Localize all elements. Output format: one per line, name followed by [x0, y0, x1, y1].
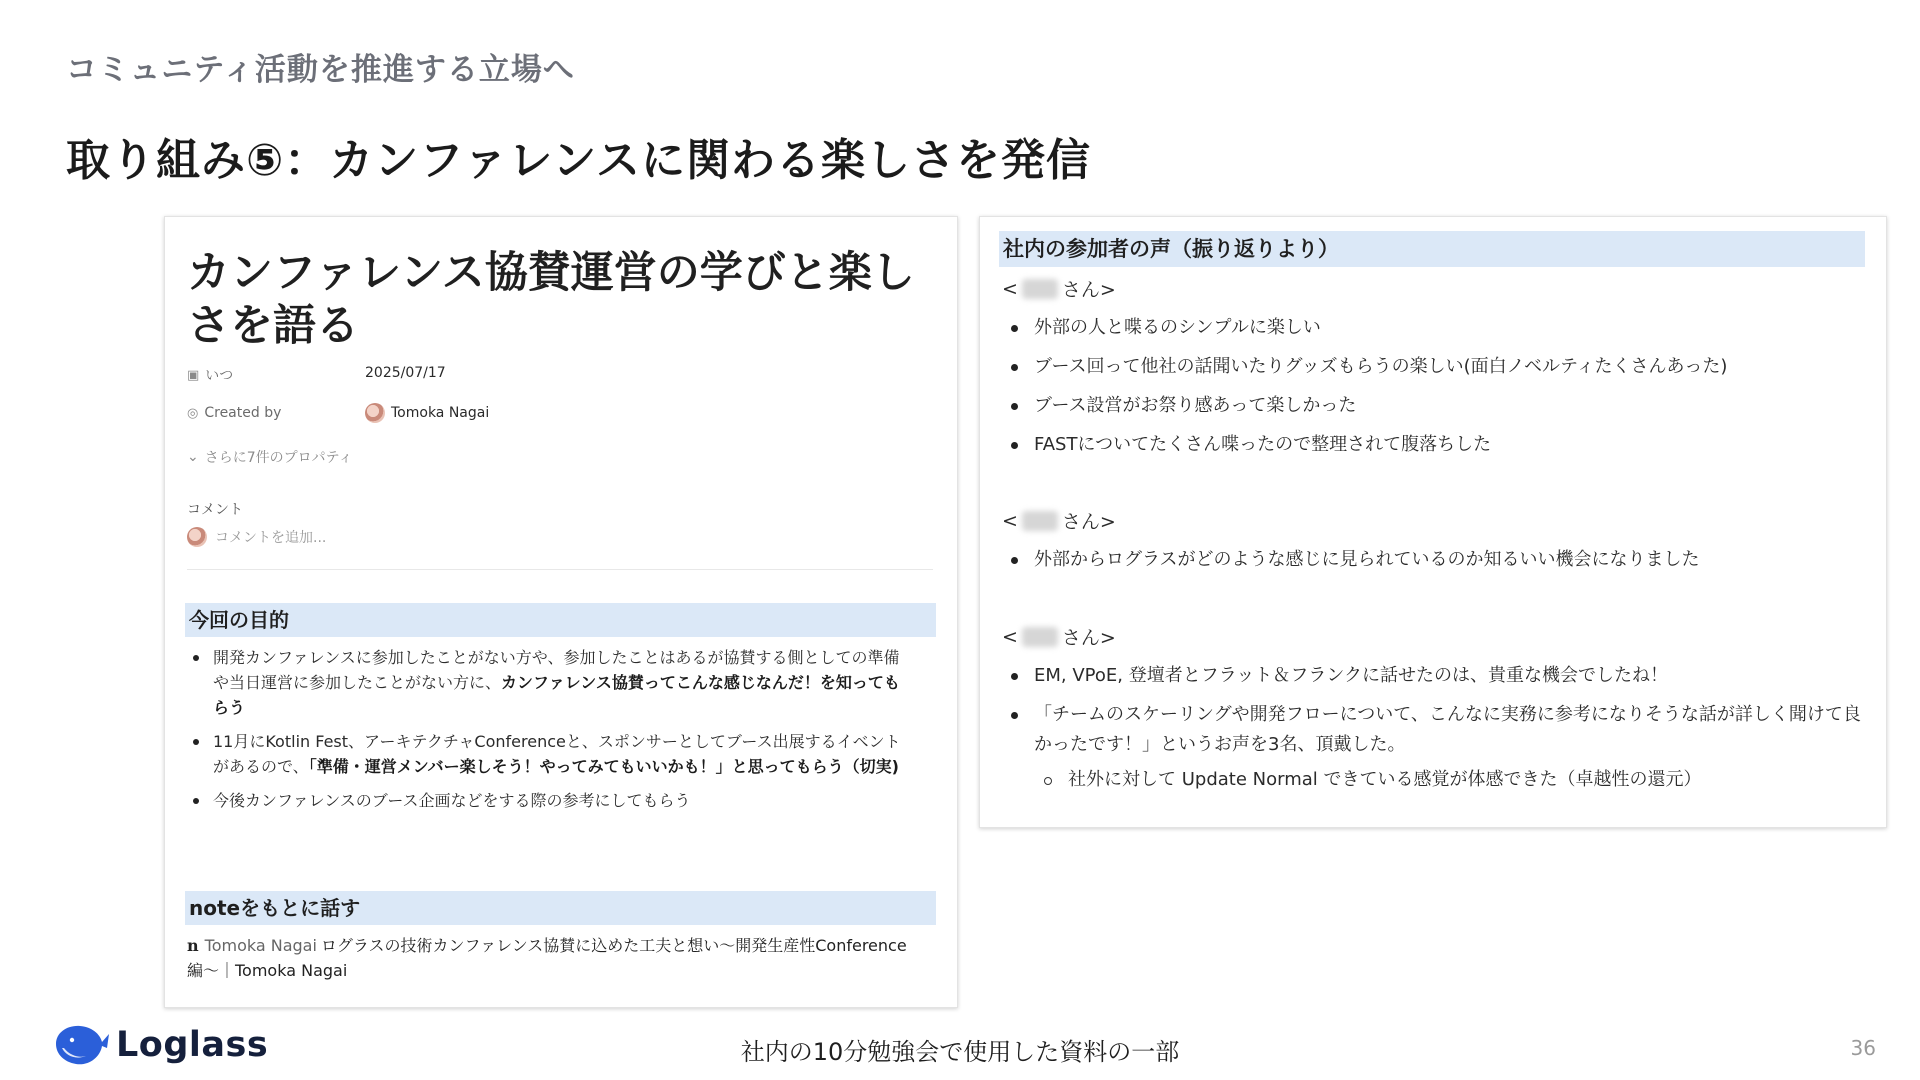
property-when [187, 365, 233, 385]
note-icon: n [187, 936, 199, 955]
calendar-icon: ▣ [187, 367, 200, 383]
list-item: 今後カンファレンスのブース企画などをする際の参考にしてもらう [187, 788, 915, 813]
author-name: Tomoka Nagai [391, 405, 490, 421]
more-properties-label: さらに7件のプロパティ [204, 450, 353, 466]
list-item: 外部の人と喋るのシンプルに楽しい [1002, 313, 1862, 343]
list-item: ブース回って他社の話聞いたりグッズもらうの楽しい(面白ノベルティたくさんあった) [1002, 352, 1862, 382]
property-label: いつ [205, 368, 234, 384]
avatar [365, 403, 385, 423]
feedback-screenshot [979, 216, 1887, 828]
redacted-name [1022, 511, 1058, 531]
comment-placeholder: コメントを追加... [215, 530, 327, 546]
sub-list-item: 社外に対して Update Normal できている感覚が体感できた（卓越性の還元） [1002, 765, 1862, 795]
slide-caption: 社内の10分勉強会で使用した資料の一部 [740, 1038, 1180, 1066]
page-number: 36 [1850, 1036, 1876, 1060]
comment-label: コメント [187, 502, 243, 518]
feedback-list-1 [1002, 313, 1862, 469]
feedback-heading: 社内の参加者の声（振り返りより） [999, 231, 1865, 267]
user-circle-icon: ◎ [187, 405, 199, 421]
redacted-name [1022, 279, 1058, 299]
purpose-list [187, 645, 915, 822]
more-properties-toggle[interactable] [187, 447, 353, 467]
feedback-list-2 [1002, 545, 1862, 584]
section-heading-note: noteをもとに話す [185, 891, 936, 925]
note-link[interactable] [187, 933, 907, 983]
chevron-down-icon: ⌄ [187, 449, 199, 465]
list-item: 11月にKotlin Fest、アーキテクチャConferenceと、スポンサーとしてブース出展するイベントがあるので、「準備・運営メンバー楽しそう！やってみてもいいかも！」と思ってもらう（切実) [187, 729, 915, 779]
note-title: ログラスの技術カンファレンス協賛に込めた工夫と想い〜開発生産性Conference編〜｜Tomoka Nagai [187, 936, 907, 980]
speaker-label: < さん> [1002, 625, 1116, 649]
logo-text: Loglass [116, 1025, 269, 1065]
notion-page-screenshot [164, 216, 958, 1008]
redacted-name [1022, 627, 1058, 647]
feedback-list-3 [1002, 661, 1862, 804]
speaker-label: < さん> [1002, 509, 1116, 533]
property-value-author [365, 403, 489, 423]
list-item: 外部からログラスがどのような感じに見られているのか知るいい機会になりました [1002, 545, 1862, 575]
property-created-by [187, 405, 281, 421]
section-heading-purpose: 今回の目的 [185, 603, 936, 637]
list-item: 「チームのスケーリングや開発フローについて、こんなに実務に参考になりそうな話が詳しく聞けて良かったです！」というお声を3名、頂戴した。 [1002, 700, 1862, 760]
avatar [187, 527, 207, 547]
note-author: Tomoka Nagai [204, 936, 317, 955]
list-item: 開発カンファレンスに参加したことがない方や、参加したことはあるが協賛する側としての準備や当日運営に参加したことがない方に、カンファレンス協賛ってこんな感じなんだ！を知ってもらう [187, 645, 915, 720]
list-item: FASTについてたくさん喋ったので整理されて腹落ちした [1002, 430, 1862, 460]
doc-title: カンファレンス協賛運営の学びと楽しさを語る [187, 248, 915, 351]
list-item: EM, VPoE, 登壇者とフラット＆フランクに話せたのは、貴重な機会でしたね！ [1002, 661, 1862, 691]
property-label: Created by [204, 405, 282, 421]
list-item: ブース設営がお祭り感あって楽しかった [1002, 391, 1862, 421]
divider [187, 569, 933, 570]
comment-input[interactable] [187, 527, 326, 547]
property-value: 2025/07/17 [365, 365, 446, 381]
speaker-label: < さん> [1002, 277, 1116, 301]
slide-title: 取り組み⑤：カンファレンスに関わる楽しさを発信 [66, 135, 1091, 186]
slide-subtitle: コミュニティ活動を推進する立場へ [66, 52, 575, 88]
